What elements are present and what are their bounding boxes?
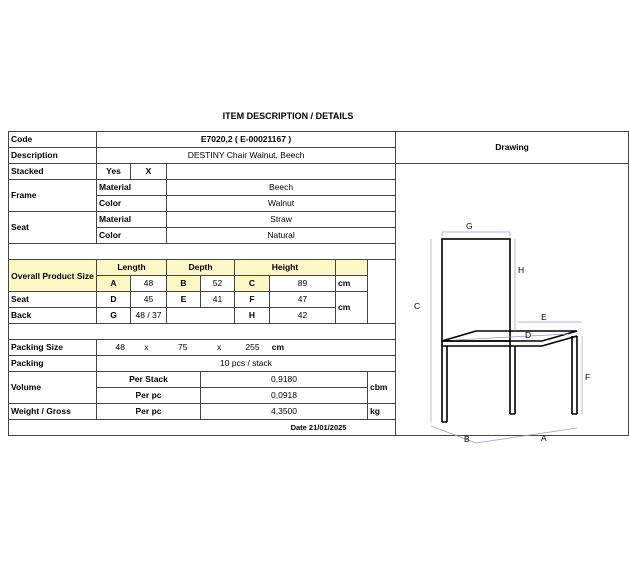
frame-color-label: Color — [97, 196, 167, 212]
frame-material-label: Material — [97, 180, 167, 196]
weight-unit: kg — [368, 404, 396, 420]
size-c-value: 89 — [270, 276, 336, 292]
code-label: Code — [9, 132, 97, 148]
seat-color-value: Natural — [167, 228, 396, 244]
weight-per-pc-value: 4,3500 — [201, 404, 368, 420]
back-g-value: 48 / 37 — [131, 308, 167, 324]
drawing-label: Drawing — [396, 132, 629, 164]
seat-f-label: F — [235, 292, 270, 308]
stacked-yes: Yes — [97, 164, 131, 180]
packing-size-value — [97, 340, 396, 356]
spec-table — [8, 131, 629, 444]
label-g: G — [466, 221, 473, 231]
depth-header: Depth — [167, 260, 235, 276]
drawing-cell — [396, 164, 629, 444]
size-a-value: 48 — [131, 276, 167, 292]
dimension-g — [442, 232, 510, 236]
seat-back-unit: cm — [336, 292, 368, 324]
weight-per-pc-label: Per pc — [97, 404, 201, 420]
size-a-label: A — [97, 276, 131, 292]
description-label: Description — [9, 148, 97, 164]
description-value: DESTINY Chair Walnut, Beech — [97, 148, 396, 164]
height-header: Height — [235, 260, 336, 276]
label-d: D — [525, 330, 532, 340]
frame-material-value: Beech — [167, 180, 396, 196]
seat-label: Seat — [9, 212, 97, 244]
seat-d-label: D — [97, 292, 131, 308]
back-h-label: H — [235, 308, 270, 324]
packing-height: 255 — [245, 342, 260, 352]
back-dims-label: Back — [9, 308, 97, 324]
frame-color-value: Walnut — [167, 196, 396, 212]
chair-front-right-leg — [510, 341, 515, 414]
chair-drawing — [396, 164, 629, 451]
seat-d-value: 45 — [131, 292, 167, 308]
dimension-a — [476, 428, 577, 443]
seat-material-value: Straw — [167, 212, 396, 228]
volume-per-pc-label: Per pc — [97, 388, 201, 404]
packing-value: 10 pcs / stack — [97, 356, 396, 372]
volume-per-stack-label: Per Stack — [97, 372, 201, 388]
chair-back-right-leg — [572, 336, 577, 414]
packing-x-1: x — [144, 342, 149, 352]
seat-e-label: E — [167, 292, 201, 308]
back-g-label: G — [97, 308, 131, 324]
frame-label: Frame — [9, 180, 97, 212]
packing-x-2: x — [217, 342, 222, 352]
label-h: H — [518, 265, 525, 275]
packing-label: Packing — [9, 356, 97, 372]
packing-width: 75 — [178, 342, 188, 352]
seat-f-value: 47 — [270, 292, 336, 308]
size-unit: cm — [336, 276, 368, 292]
row-stacked — [9, 164, 629, 180]
packing-length: 48 — [115, 342, 125, 352]
seat-color-label: Color — [97, 228, 167, 244]
seat-dims-label: Seat — [9, 292, 97, 308]
chair-front-left-leg — [442, 341, 447, 422]
chair-backrest — [442, 239, 510, 341]
document-title: ITEM DESCRIPTION / DETAILS — [222, 111, 354, 121]
label-e: E — [541, 312, 547, 322]
volume-unit: cbm — [368, 372, 396, 404]
volume-label: Volume — [9, 372, 97, 404]
weight-label: Weight / Gross — [9, 404, 97, 420]
volume-per-stack-value: 0,9180 — [201, 372, 368, 388]
size-b-label: B — [167, 276, 201, 292]
label-a: A — [541, 433, 547, 443]
label-b: B — [464, 434, 470, 444]
stacked-label: Stacked — [9, 164, 97, 180]
volume-per-pc-value: 0,0918 — [201, 388, 368, 404]
label-f: F — [585, 372, 591, 382]
stacked-mark: X — [131, 164, 167, 180]
row-code — [9, 132, 629, 148]
size-c-label: C — [235, 276, 270, 292]
size-b-value: 52 — [201, 276, 235, 292]
date-footer: Date 21/01/2025 — [9, 420, 629, 436]
seat-e-value: 41 — [201, 292, 235, 308]
length-header: Length — [97, 260, 167, 276]
overall-size-label: Overall Product Size — [9, 260, 97, 292]
packing-unit: cm — [271, 342, 285, 352]
packing-size-label: Packing Size — [9, 340, 97, 356]
seat-material-label: Material — [97, 212, 167, 228]
back-h-value: 42 — [270, 308, 336, 324]
label-c: C — [414, 301, 421, 311]
code-value: E7020,2 ( E-00021167 ) — [97, 132, 396, 148]
